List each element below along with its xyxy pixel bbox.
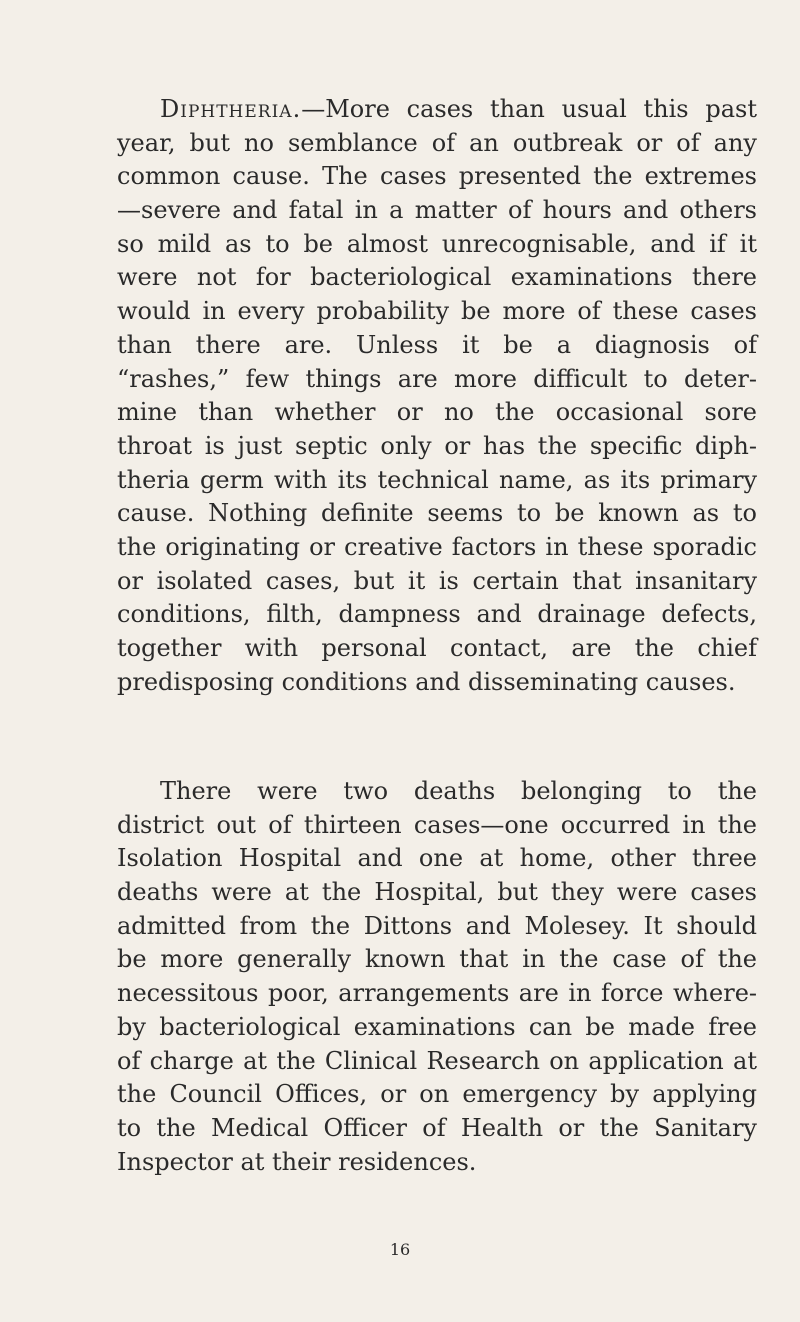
paragraph-line: the Council Offices, or on emergency by applying [117,1080,757,1109]
paragraph-line: “rashes,” few things are more difficult to deter- [117,364,757,393]
paragraph-line: Isolation Hospital and one at home, other three [117,844,757,873]
paragraph-line: the originating or creative factors in these sporadic [117,532,757,561]
paragraph-line [117,93,757,127]
paragraph-line: Inspector at their residences. [117,1147,477,1176]
paragraph-deaths [117,775,757,1179]
paragraph-line: necessitous poor, arrangements are in force where- [117,979,757,1008]
paragraph-line: than there are. Unless it be a diagnosis of [117,330,757,359]
paragraph-diphtheria [117,93,757,699]
paragraph-line: There were two deaths belonging to the [160,777,757,805]
paragraph-line: year, but no semblance of an outbreak or of any [117,128,757,157]
paragraph-line: were not for bacteriological examinations there [117,263,757,292]
paragraph-line: admitted from the Dittons and Molesey. It should [117,911,757,940]
paragraph-line-text: —More cases than usual this past [301,95,757,123]
paragraph-line: mine than whether or no the occasional sore [117,398,757,427]
paragraph-line: common cause. The cases presented the extremes [117,162,757,191]
paragraph-line: throat is just septic only or has the specific diph- [117,431,757,460]
paragraph-line: be more generally known that in the case of the [117,945,757,974]
paragraph-line: district out of thirteen cases—one occurred in the [117,810,757,839]
paragraph-line: of charge at the Clinical Research on application at [117,1046,757,1075]
paragraph-line: conditions, filth, dampness and drainage defects, [117,600,757,629]
paragraph-line: together with personal contact, are the chief [117,634,757,662]
paragraph-line: to the Medical Officer of Health or the Sanitary [117,1113,757,1142]
paragraph-line: theria germ with its technical name, as its primary [117,465,757,494]
paragraph-line: predisposing conditions and disseminating causes. [117,667,736,696]
paragraph-line: cause. Nothing definite seems to be known as to [117,499,757,528]
section-heading: Diphtheria. [160,95,302,123]
paragraph-line: —severe and fatal in a matter of hours and others [117,196,757,225]
paragraph-line: would in every probability be more of these cases [117,297,757,326]
paragraph-line: by bacteriological examinations can be made free [117,1012,757,1041]
page-number: 16 [389,1240,411,1259]
paragraph-line: so mild as to be almost unrecognisable, and if it [117,229,757,258]
paragraph-line: or isolated cases, but it is certain that insanitary [117,566,757,595]
paragraph-line: deaths were at the Hospital, but they were cases [117,878,757,907]
